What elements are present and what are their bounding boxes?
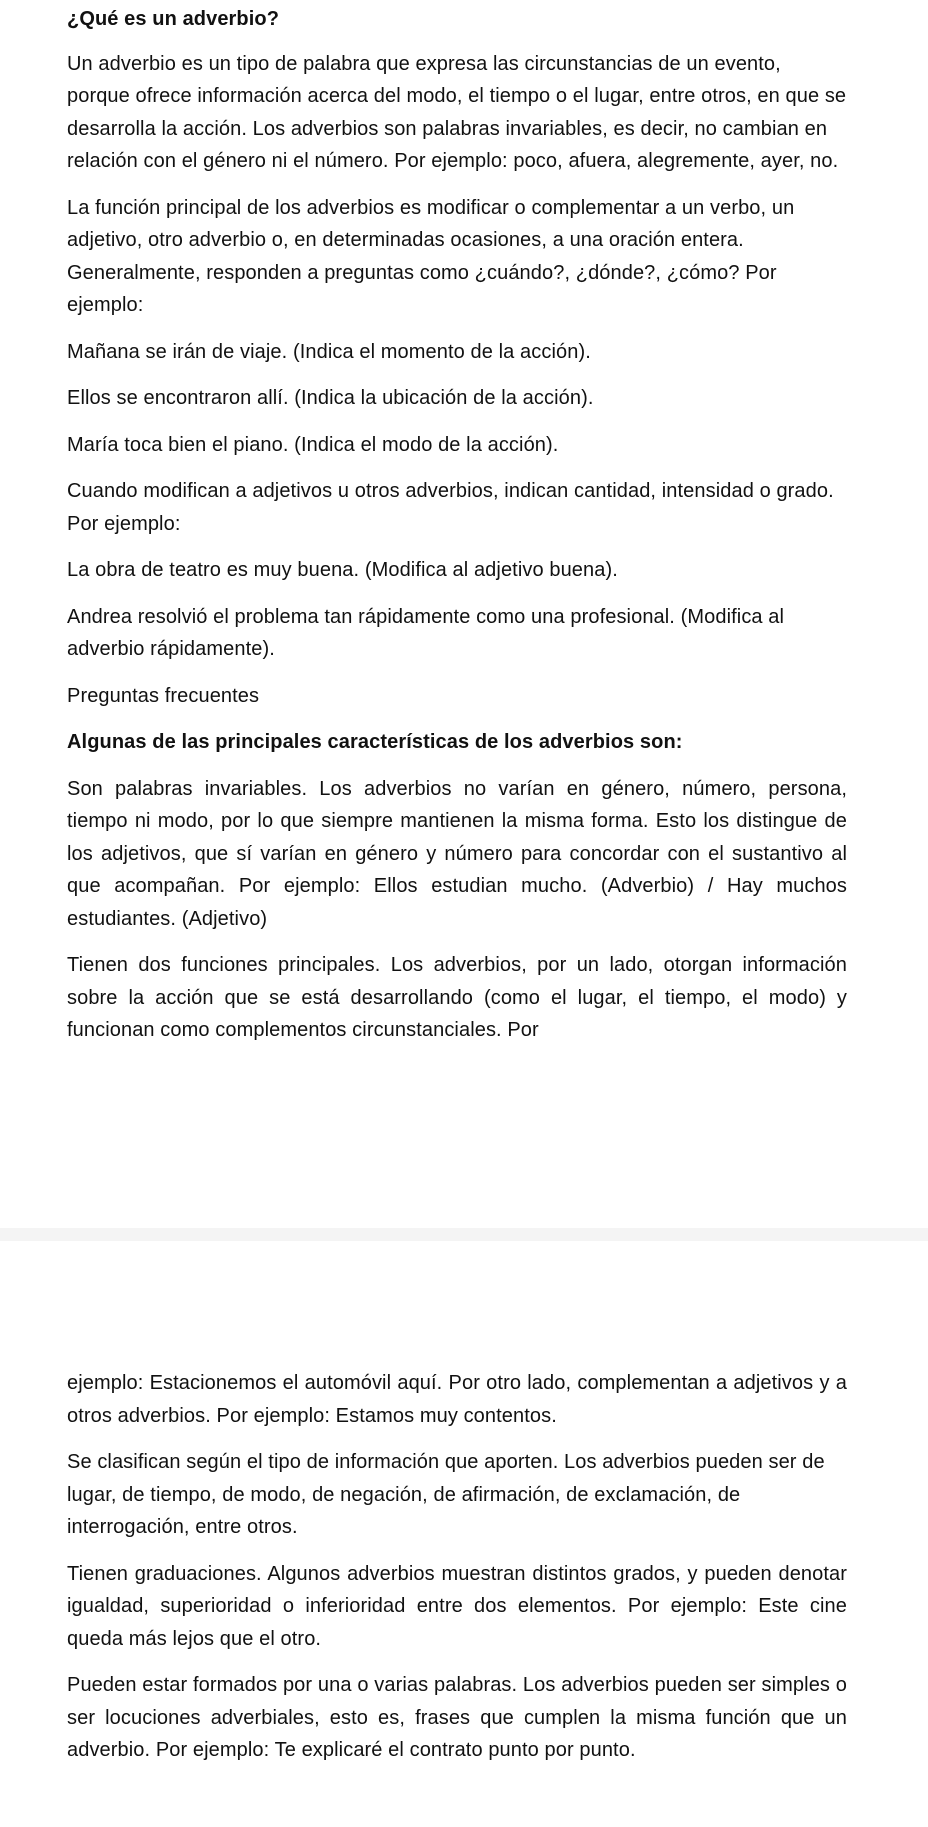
example-adjective: La obra de teatro es muy buena. (Modifica al adjetivo buena). <box>67 559 618 581</box>
characteristic-invariable: Son palabras invariables. Los adverbios no varían en género, número, persona, tiempo ni modo, por lo que siempre mantienen la misma forma. Esto los distingue de los adjetivos, que sí varían en género y número para concordar con el sustantivo al que acompañan. Por ejemplo: Ellos estudian mucho. (Adverbio) / Hay muchos estudiantes. (Adjetivo) <box>67 777 847 930</box>
paragraph-definition: Un adverbio es un tipo de palabra que expresa las circunstancias de un evento, porque ofrece información acerca del modo, el tiempo o el lugar, entre otros, en que se desarrolla la acción. Los adverbios son palabras invariables, es decir, no cambian en relación con el género ni el número. Por ejemplo: poco, afuera, alegremente, ayer, no. <box>67 52 847 172</box>
faq-label: Preguntas frecuentes <box>67 684 260 707</box>
example-time: Mañana se irán de viaje. (Indica el momento de la acción). <box>67 340 591 363</box>
paragraph-function: La función principal de los adverbios es modificar o complementar a un verbo, un adjetivo, otro adverbio o, en determinadas ocasiones, a una oración entera. Generalmente, responden a preguntas como ¿cuándo?, ¿dónde?, ¿cómo? Por ejemplo: <box>67 196 795 316</box>
page-title: ¿Qué es un adverbio? <box>67 8 280 30</box>
characteristic-functions-end: ejemplo: Estacionemos el automóvil aquí. Por otro lado, complementan a adjetivos y a otros adverbios. Por ejemplo: Estamos muy contentos. <box>67 1372 847 1427</box>
example-place: Ellos se encontraron allí. (Indica la ubicación de la acción). <box>67 387 594 409</box>
paragraph-modifiers: Cuando modifican a adjetivos u otros adverbios, indican cantidad, intensidad o grado. Por ejemplo: <box>67 480 834 535</box>
page-2-content <box>67 1367 847 1781</box>
characteristic-classification: Se clasifican según el tipo de información que aporten. Los adverbios pueden ser de lugar, de tiempo, de modo, de negación, de afirmación, de exclamación, de interrogación, entre otros. <box>67 1451 825 1538</box>
document-page-2 <box>0 1241 928 1827</box>
example-adverb: Andrea resolvió el problema tan rápidamente como una profesional. (Modifica al adverbio rápidamente). <box>67 605 785 660</box>
characteristic-graduations: Tienen graduaciones. Algunos adverbios muestran distintos grados, y pueden denotar igualdad, superioridad o inferioridad entre dos elementos. Por ejemplo: Este cine queda más lejos que el otro. <box>67 1562 847 1650</box>
characteristic-functions-start: Tienen dos funciones principales. Los adverbios, por un lado, otorgan información sobre la acción que se está desarrollando (como el lugar, el tiempo, el modo) y funcionan como complementos circunstanciales. Por <box>67 954 847 1041</box>
example-manner: María toca bien el piano. (Indica el modo de la acción). <box>67 433 559 456</box>
page-separator <box>0 1228 928 1241</box>
section-heading-characteristics: Algunas de las principales características de los adverbios son: <box>67 731 683 753</box>
page-1-content <box>67 3 847 1061</box>
characteristic-composition: Pueden estar formados por una o varias palabras. Los adverbios pueden ser simples o ser locuciones adverbiales, esto es, frases que cumplen la misma función que un adverbio. Por ejemplo: Te explicaré el contrato punto por punto. <box>67 1674 847 1761</box>
